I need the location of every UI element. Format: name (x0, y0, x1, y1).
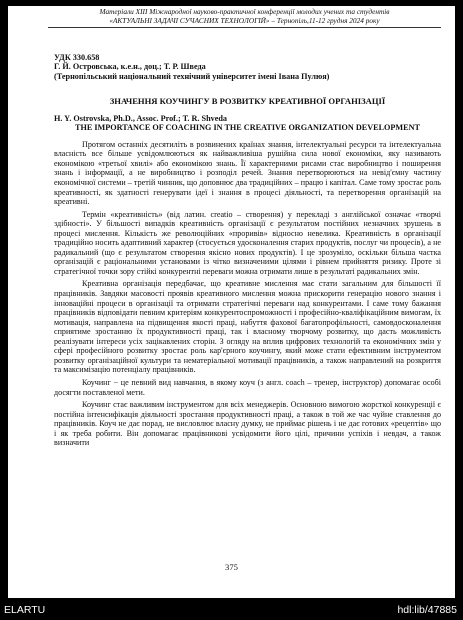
authors-en: H. Y. Ostrovska, Ph.D., Assoc. Prof.; T. R. Shveda (54, 114, 228, 124)
running-header (48, 8, 441, 28)
paragraph-3: Креативна організація передбачає, що креативне мислення має стати загальним для більшості її працівників. Завдяки масовості проявів креативного мислення можна прискорити генерацію нового знання і інноваційні процеси в організації та отримати стратегічні переваги над конкурентами. І саме тому бажання працівників відповідати певним критеріям конкурентоспроможності і професійно-кваліфікаційним вимогам, їх мотивація, направлена на підвищення якості праці, набуття фахової багатопрофільності, самовдосконалення сприятиме зростанню їх продуктивності праці, так і власному творчому розвитку, що дасть можливість реалізувати інтереси усіх зацікавлених сторін. З огляду на вплив цифрових технологій та економічних змін у сфері професійного розвитку зростає роль кар'єрного коучингу, який може стати ефективним інструментом розвитку організаційної культури та нематеріальної мотивації працівників, а також направлений на розкриття та максимізацію потенціалу працівників. (54, 279, 441, 375)
paragraph-1: Протягом останніх десятиліть в розвинених країнах знання, інтелектуальні ресурси та інтелектуальна власність все більше усвідомлюються як найважливіша рушійна сила нової економіки, яку називають економікою «третьої хвилі» або економікою знань. Її характерними рисами стає виробництво і поширення знань і інформації, а не виробництво і розподіл речей. Знання перетворюються на невід'ємну частину економічної системи – третій чинник, що доповнює два традиційних – працю і капітал. Саме тому зростає роль креативності, як здатності генерувати ідеї і знання в процесі діяльності, та перетворення організацій на креативні. (54, 139, 441, 207)
viewer-footer (0, 602, 463, 620)
header-line-2: «АКТУАЛЬНІ ЗАДАЧІ СУЧАСНИХ ТЕХНОЛОГІЙ» – Тернопіль,11-12 грудня 2024 року (109, 15, 380, 25)
title-en: THE IMPORTANCE OF COACHING IN THE CREATIVE ORGANIZATION DEVELOPMENT (75, 123, 420, 133)
paragraph-4: Коучинг − це певний вид навчання, в якому коуч (з англ. coach – тренер, інструктор) допомагає особі досягти поставленої мети. (54, 377, 441, 397)
paragraph-5: Коучинг стає важливим інструментом для всіх менеджерів. Основною вимогою жорсткої конкуренції є постійна інтенсифікація діяльності зростання продуктивності праці, а також в той же час чуйне ставлення до працівників. Коуч не дає порад, не висловлює власну думку, не приймає рішень і не дає готових «рецептів» що і як треба робити. Він допомагає працівникові усвідомити його цілі, причини успіхів і невдач, а також визначити (54, 400, 441, 448)
title-ua: ЗНАЧЕННЯ КОУЧИНГУ В РОЗВИТКУ КРЕАТИВНОЇ ОРГАНІЗАЦІЇ (109, 96, 386, 107)
authors-ua: Г. Й. Островська, к.е.н., доц.; Т. Р. Шведа (54, 62, 206, 72)
affiliation: (Тернопільський національний технічний університет імені Івана Пулюя) (54, 71, 330, 81)
udc-code: УДК 330.658 (54, 53, 100, 62)
page-number: 375 (225, 562, 238, 572)
article-body (54, 53, 441, 451)
paragraph-2: Термін «креативність» (від латин. creatio – створення) у перекладі з англійської означає «творчі здібності». У більшості випадків креативність організації є результатом постійних незначних зрушень в процесі мислення. Кількість же революційних «проривів» відносно невелика. Креативність в організації традиційно носить адаптивний характер (стосується удосконалення старих продуктів, послуг чи процесів), а не радикальний (що є результатом створення якісно нових продуктів). І це зрозуміло, оскільки більша частка організацій є раціональними установами із чітко визначеними цілями і рівнем прийняття ризику. Проте зі стратегічної точки зору стійкі конкурентні переваги можна отримати лише в результаті радикальних змін. (54, 209, 441, 276)
header-line-1: Матеріали XIII Міжнародної науково-практичної конференції молодих учених та студентів (99, 7, 390, 16)
repository-name: ELARTU (4, 604, 46, 616)
handle-id: hdl:lib/47885 (397, 604, 457, 616)
document-page (8, 6, 455, 598)
